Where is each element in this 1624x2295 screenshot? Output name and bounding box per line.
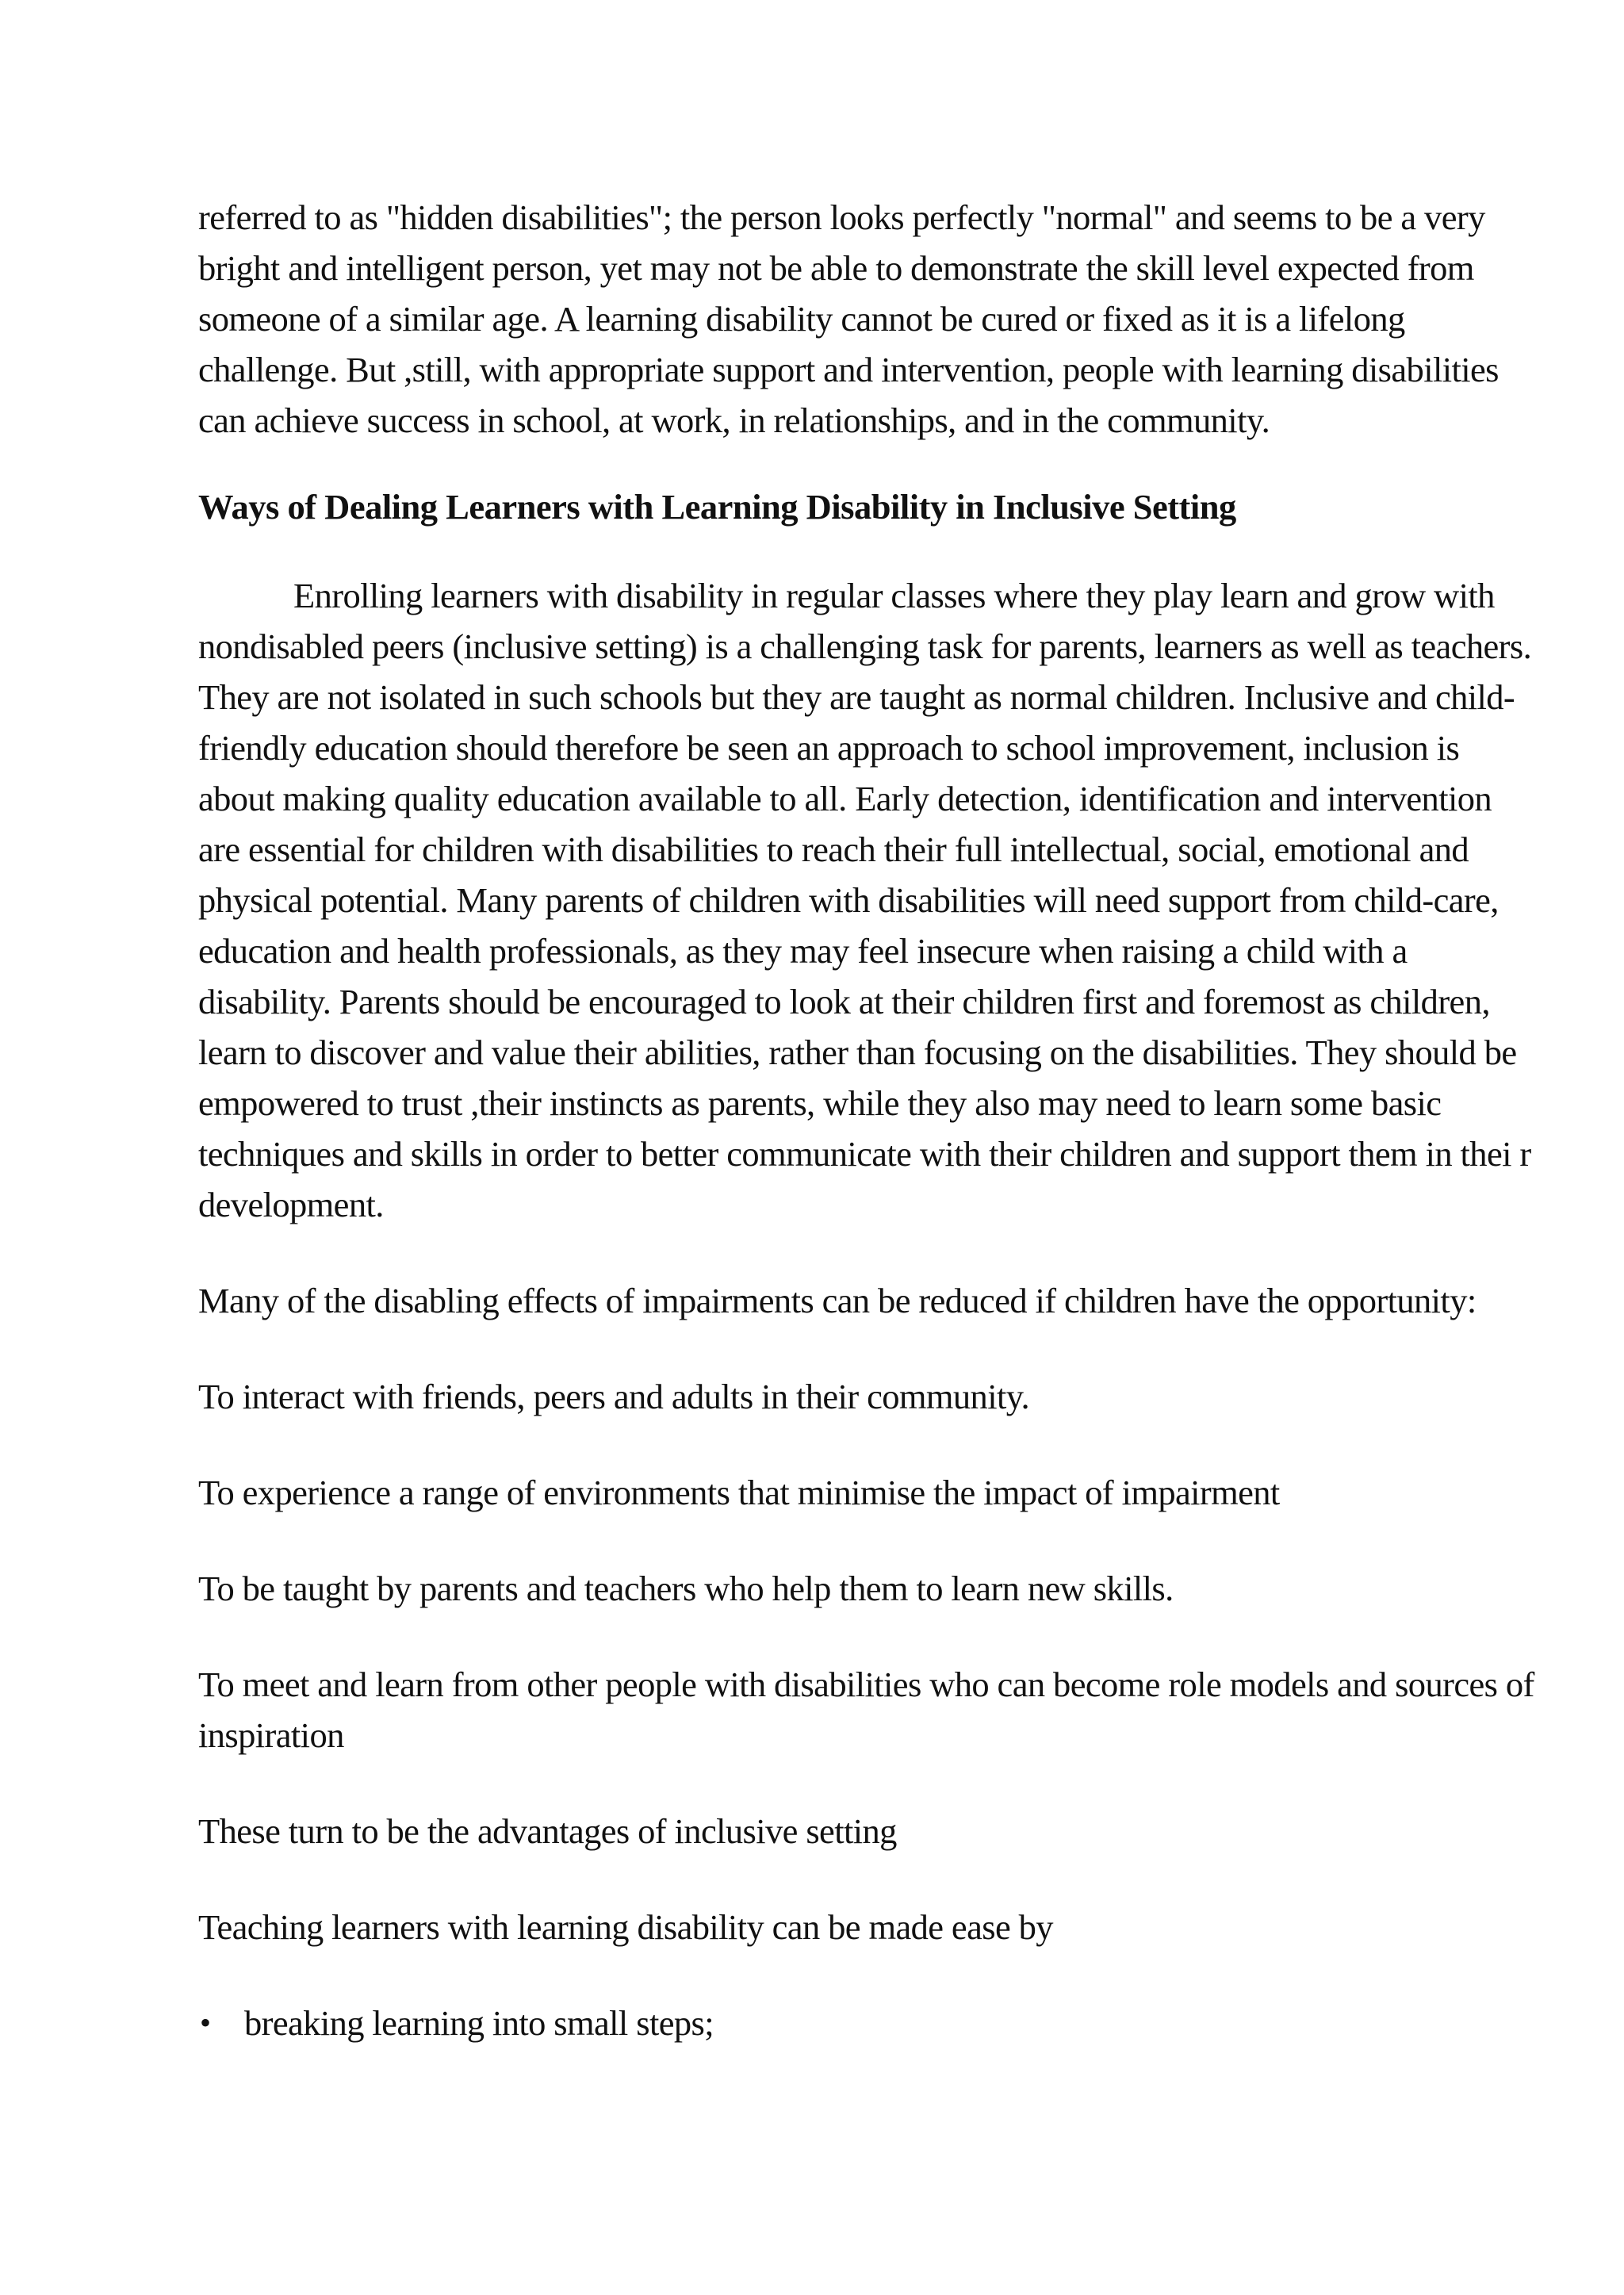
- opportunity-intro: Many of the disabling effects of impairments can be reduced if children have the opportunity:: [198, 1281, 1477, 1320]
- bullet-icon: •: [200, 2005, 211, 2040]
- body-paragraph: Enrolling learners with disability in regular classes where they play learn and grow with nondisabled peers (inclusive setting) is a challenging task for parents, learners as well as teachers. They are not isolated in such schools but they are taught as normal children. Inclusive and child-friendly education should therefore be seen an approach to school improvement, inclusion is about making quality education available to all. Early detection, identification and intervention are essential for children with disabilities to reach their full intellectual, social, emotional and physical potential. Many parents of children with disabilities will need support from child-care, education and health professionals, as they may feel insecure when raising a child with a disability. Parents should be encouraged to look at their children first and foremost as children, learn to discover and value their abilities, rather than focusing on the disabilities. They should be empowered to trust ,their instincts as parents, while they also may need to learn some basic techniques and skills in order to better communicate with their children and support them in thei r development.: [198, 576, 1532, 1224]
- bullet-list: [198, 1998, 1538, 2048]
- advantages-line: These turn to be the advantages of inclusive setting: [198, 1811, 897, 1851]
- intro-paragraph: referred to as "hidden disabilities"; the person looks perfectly "normal" and seems to be a very bright and intelligent person, yet may not be able to demonstrate the skill level expected from someone of a similar age. A learning disability cannot be cured or fixed as it is a lifelong challenge. But ,still, with appropriate support and intervention, people with learning disabilities can achieve success in school, at work, in relationships, and in the community.: [198, 197, 1499, 440]
- opportunity-item: To interact with friends, peers and adults in their community.: [198, 1377, 1030, 1416]
- opportunity-item: To be taught by parents and teachers who help them to learn new skills.: [198, 1569, 1174, 1608]
- opportunity-item: To meet and learn from other people with disabilities who can become role models and sources of inspiration: [198, 1665, 1534, 1755]
- section-heading: Ways of Dealing Learners with Learning Disability in Inclusive Setting: [198, 487, 1236, 527]
- teaching-intro: Teaching learners with learning disability can be made ease by: [198, 1907, 1053, 1947]
- document-content: [198, 192, 1538, 2048]
- opportunity-item: To experience a range of environments that minimise the impact of impairment: [198, 1473, 1280, 1512]
- bullet-text: breaking learning into small steps;: [244, 2003, 714, 2043]
- list-item: [198, 1998, 1538, 2048]
